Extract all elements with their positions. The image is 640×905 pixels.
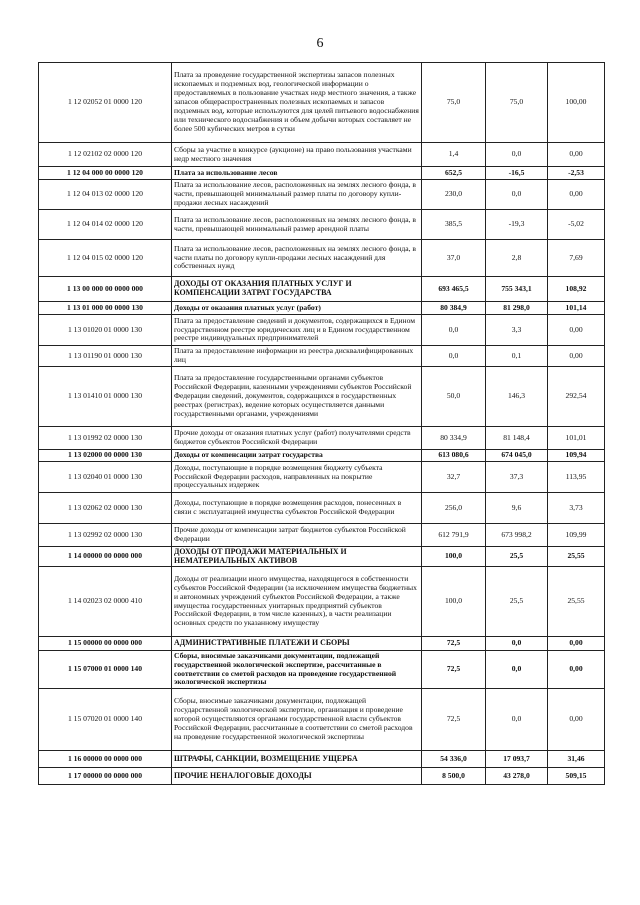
- table-row: [39, 637, 605, 651]
- budget-code-cell: 1 13 01992 02 0000 130: [39, 427, 172, 450]
- execution-percent-cell: 509,15: [548, 768, 605, 785]
- table-row: [39, 462, 605, 493]
- execution-percent-cell: 0,00: [548, 346, 605, 367]
- budget-code-cell: 1 15 00000 00 0000 000: [39, 637, 172, 651]
- actual-amount-cell: 81 148,4: [486, 427, 548, 450]
- table-row: [39, 210, 605, 240]
- description-cell: Плата за использование лесов, расположенных на землях лесного фонда, в части, превышающей минимальный размер платы по договору купли-продажи лесных насаждений: [172, 180, 422, 210]
- execution-percent-cell: -5,02: [548, 210, 605, 240]
- actual-amount-cell: 0,0: [486, 689, 548, 751]
- budget-code-cell: 1 13 02000 00 0000 130: [39, 450, 172, 462]
- revenue-table-body: [39, 63, 605, 785]
- table-row: [39, 427, 605, 450]
- budget-code-cell: 1 13 02040 01 0000 130: [39, 462, 172, 493]
- description-cell: Доходы, поступающие в порядке возмещения бюджету субъекта Российской Федерации расходов, направленных на покрытие процессуальных издержек: [172, 462, 422, 493]
- execution-percent-cell: 100,00: [548, 63, 605, 143]
- execution-percent-cell: 0,00: [548, 143, 605, 167]
- description-cell: ПРОЧИЕ НЕНАЛОГОВЫЕ ДОХОДЫ: [172, 768, 422, 785]
- execution-percent-cell: 101,14: [548, 302, 605, 315]
- table-row: [39, 180, 605, 210]
- actual-amount-cell: 43 278,0: [486, 768, 548, 785]
- actual-amount-cell: 0,0: [486, 180, 548, 210]
- actual-amount-cell: 17 093,7: [486, 751, 548, 768]
- execution-percent-cell: 292,54: [548, 367, 605, 427]
- table-row: [39, 493, 605, 524]
- description-cell: Доходы от оказания платных услуг (работ): [172, 302, 422, 315]
- description-cell: Доходы, поступающие в порядке возмещения расходов, понесенных в связи с эксплуатацией имущества субъектов Российской Федерации: [172, 493, 422, 524]
- budget-code-cell: 1 12 04 014 02 0000 120: [39, 210, 172, 240]
- actual-amount-cell: -16,5: [486, 167, 548, 180]
- description-cell: Плата за использование лесов: [172, 167, 422, 180]
- execution-percent-cell: 108,92: [548, 277, 605, 302]
- actual-amount-cell: 81 298,0: [486, 302, 548, 315]
- execution-percent-cell: 113,95: [548, 462, 605, 493]
- planned-amount-cell: 37,0: [422, 240, 486, 277]
- actual-amount-cell: 9,6: [486, 493, 548, 524]
- description-cell: Плата за использование лесов, расположенных на землях лесного фонда, в части, превышающей минимальный размер арендной платы: [172, 210, 422, 240]
- description-cell: Плата за предоставление сведений и документов, содержащихся в Едином государственном реестре юридических лиц и в Едином государственном реестре индивидуальных предпринимателей: [172, 315, 422, 346]
- table-row: [39, 277, 605, 302]
- table-row: [39, 689, 605, 751]
- budget-code-cell: 1 16 00000 00 0000 000: [39, 751, 172, 768]
- actual-amount-cell: 25,5: [486, 567, 548, 637]
- budget-code-cell: 1 15 07000 01 0000 140: [39, 651, 172, 689]
- budget-code-cell: 1 12 04 000 00 0000 120: [39, 167, 172, 180]
- table-row: [39, 63, 605, 143]
- planned-amount-cell: 80 334,9: [422, 427, 486, 450]
- actual-amount-cell: 25,5: [486, 547, 548, 567]
- budget-code-cell: 1 13 01190 01 0000 130: [39, 346, 172, 367]
- actual-amount-cell: 75,0: [486, 63, 548, 143]
- description-cell: Плата за предоставление информации из реестра дисквалифицированных лиц: [172, 346, 422, 367]
- planned-amount-cell: 72,5: [422, 637, 486, 651]
- budget-code-cell: 1 13 00 000 00 0000 000: [39, 277, 172, 302]
- description-cell: Сборы, вносимые заказчиками документации, подлежащей государственной экологической экспертизе, рассчитанные в соответствии со сметой расходов на проведение государственной экологической экспертизы: [172, 651, 422, 689]
- description-cell: ШТРАФЫ, САНКЦИИ, ВОЗМЕЩЕНИЕ УЩЕРБА: [172, 751, 422, 768]
- table-row: [39, 346, 605, 367]
- actual-amount-cell: 0,0: [486, 143, 548, 167]
- actual-amount-cell: 2,8: [486, 240, 548, 277]
- actual-amount-cell: 755 343,1: [486, 277, 548, 302]
- planned-amount-cell: 613 080,6: [422, 450, 486, 462]
- execution-percent-cell: 31,46: [548, 751, 605, 768]
- budget-code-cell: 1 14 02023 02 0000 410: [39, 567, 172, 637]
- execution-percent-cell: 0,00: [548, 651, 605, 689]
- budget-code-cell: 1 17 00000 00 0000 000: [39, 768, 172, 785]
- execution-percent-cell: 101,01: [548, 427, 605, 450]
- description-cell: Доходы от компенсации затрат государства: [172, 450, 422, 462]
- actual-amount-cell: 673 998,2: [486, 524, 548, 547]
- table-row: [39, 240, 605, 277]
- description-cell: Доходы от реализации иного имущества, находящегося в собственности субъектов Российской Федерации (за исключением имущества бюджетных и автономных учреждений субъектов Российской Федерации, а также имущества государственных унитарных предприятий субъектов Российской Федерации, в том числе казенных), в части реализации основных средств по указанному имуществу: [172, 567, 422, 637]
- description-cell: Плата за проведение государственной экспертизы запасов полезных ископаемых и подземных вод, геологической информации о предоставляемых в пользование участках недр местного значения, а также запасов общераспространенных полезных ископаемых и запасов подземных вод, которые используются для целей питьевого водоснабжения или технического водоснабжения и объем добычи которых составляет не более 500 кубических метров в сутки: [172, 63, 422, 143]
- planned-amount-cell: 0,0: [422, 346, 486, 367]
- table-row: [39, 524, 605, 547]
- table-row: [39, 751, 605, 768]
- budget-code-cell: 1 13 02062 02 0000 130: [39, 493, 172, 524]
- planned-amount-cell: 8 500,0: [422, 768, 486, 785]
- actual-amount-cell: 0,1: [486, 346, 548, 367]
- budget-code-cell: 1 12 04 015 02 0000 120: [39, 240, 172, 277]
- planned-amount-cell: 1,4: [422, 143, 486, 167]
- description-cell: Плата за использование лесов, расположенных на землях лесного фонда, в части платы по договору купли-продажи лесных насаждений для собственных нужд: [172, 240, 422, 277]
- execution-percent-cell: 25,55: [548, 547, 605, 567]
- budget-code-cell: 1 13 01020 01 0000 130: [39, 315, 172, 346]
- planned-amount-cell: 100,0: [422, 547, 486, 567]
- planned-amount-cell: 652,5: [422, 167, 486, 180]
- description-cell: Прочие доходы от компенсации затрат бюджетов субъектов Российской Федерации: [172, 524, 422, 547]
- execution-percent-cell: 25,55: [548, 567, 605, 637]
- planned-amount-cell: 50,0: [422, 367, 486, 427]
- execution-percent-cell: 109,99: [548, 524, 605, 547]
- execution-percent-cell: 3,73: [548, 493, 605, 524]
- description-cell: Прочие доходы от оказания платных услуг (работ) получателями средств бюджетов субъектов Российской Федерации: [172, 427, 422, 450]
- actual-amount-cell: 146,3: [486, 367, 548, 427]
- table-row: [39, 768, 605, 785]
- planned-amount-cell: 54 336,0: [422, 751, 486, 768]
- table-row: [39, 302, 605, 315]
- actual-amount-cell: -19,3: [486, 210, 548, 240]
- execution-percent-cell: 7,69: [548, 240, 605, 277]
- description-cell: Сборы за участие в конкурсе (аукционе) на право пользования участками недр местного значения: [172, 143, 422, 167]
- actual-amount-cell: 37,3: [486, 462, 548, 493]
- execution-percent-cell: -2,53: [548, 167, 605, 180]
- table-row: [39, 143, 605, 167]
- actual-amount-cell: 3,3: [486, 315, 548, 346]
- execution-percent-cell: 109,94: [548, 450, 605, 462]
- planned-amount-cell: 75,0: [422, 63, 486, 143]
- page-number: 6: [316, 36, 324, 51]
- description-cell: Плата за предоставление государственными органами субъектов Российской Федерации, казенными учреждениями субъектов Российской Федерации сведений, документов, содержащихся в государственных реестрах (регистрах), ведение которых осуществляется данными государственными органами, учреждениями: [172, 367, 422, 427]
- budget-code-cell: 1 12 04 013 02 0000 120: [39, 180, 172, 210]
- execution-percent-cell: 0,00: [548, 315, 605, 346]
- description-cell: ДОХОДЫ ОТ ПРОДАЖИ МАТЕРИАЛЬНЫХ И НЕМАТЕРИАЛЬНЫХ АКТИВОВ: [172, 547, 422, 567]
- description-cell: Сборы, вносимые заказчиками документации, подлежащей государственной экологической экспертизе, организация и проведение которой осуществляются органами государственной власти субъектов Российской Федерации, рассчитанные в соответствии со сметой расходов на проведение государственной экологической экспертизы: [172, 689, 422, 751]
- budget-code-cell: 1 14 00000 00 0000 000: [39, 547, 172, 567]
- budget-code-cell: 1 12 02052 01 0000 120: [39, 63, 172, 143]
- budget-code-cell: 1 12 02102 02 0000 120: [39, 143, 172, 167]
- planned-amount-cell: 693 465,5: [422, 277, 486, 302]
- table-row: [39, 547, 605, 567]
- table-row: [39, 367, 605, 427]
- execution-percent-cell: 0,00: [548, 637, 605, 651]
- table-row: [39, 567, 605, 637]
- planned-amount-cell: 100,0: [422, 567, 486, 637]
- execution-percent-cell: 0,00: [548, 180, 605, 210]
- actual-amount-cell: 0,0: [486, 637, 548, 651]
- actual-amount-cell: 674 045,0: [486, 450, 548, 462]
- revenue-table: [38, 62, 605, 785]
- planned-amount-cell: 32,7: [422, 462, 486, 493]
- planned-amount-cell: 612 791,9: [422, 524, 486, 547]
- planned-amount-cell: 72,5: [422, 689, 486, 751]
- table-row: [39, 651, 605, 689]
- table-row: [39, 167, 605, 180]
- actual-amount-cell: 0,0: [486, 651, 548, 689]
- table-row: [39, 450, 605, 462]
- planned-amount-cell: 72,5: [422, 651, 486, 689]
- budget-code-cell: 1 13 01410 01 0000 130: [39, 367, 172, 427]
- planned-amount-cell: 0,0: [422, 315, 486, 346]
- budget-code-cell: 1 13 01 000 00 0000 130: [39, 302, 172, 315]
- description-cell: АДМИНИСТРАТИВНЫЕ ПЛАТЕЖИ И СБОРЫ: [172, 637, 422, 651]
- planned-amount-cell: 80 384,9: [422, 302, 486, 315]
- planned-amount-cell: 256,0: [422, 493, 486, 524]
- table-row: [39, 315, 605, 346]
- description-cell: ДОХОДЫ ОТ ОКАЗАНИЯ ПЛАТНЫХ УСЛУГ И КОМПЕНСАЦИИ ЗАТРАТ ГОСУДАРСТВА: [172, 277, 422, 302]
- budget-code-cell: 1 15 07020 01 0000 140: [39, 689, 172, 751]
- budget-code-cell: 1 13 02992 02 0000 130: [39, 524, 172, 547]
- execution-percent-cell: 0,00: [548, 689, 605, 751]
- planned-amount-cell: 230,0: [422, 180, 486, 210]
- planned-amount-cell: 385,5: [422, 210, 486, 240]
